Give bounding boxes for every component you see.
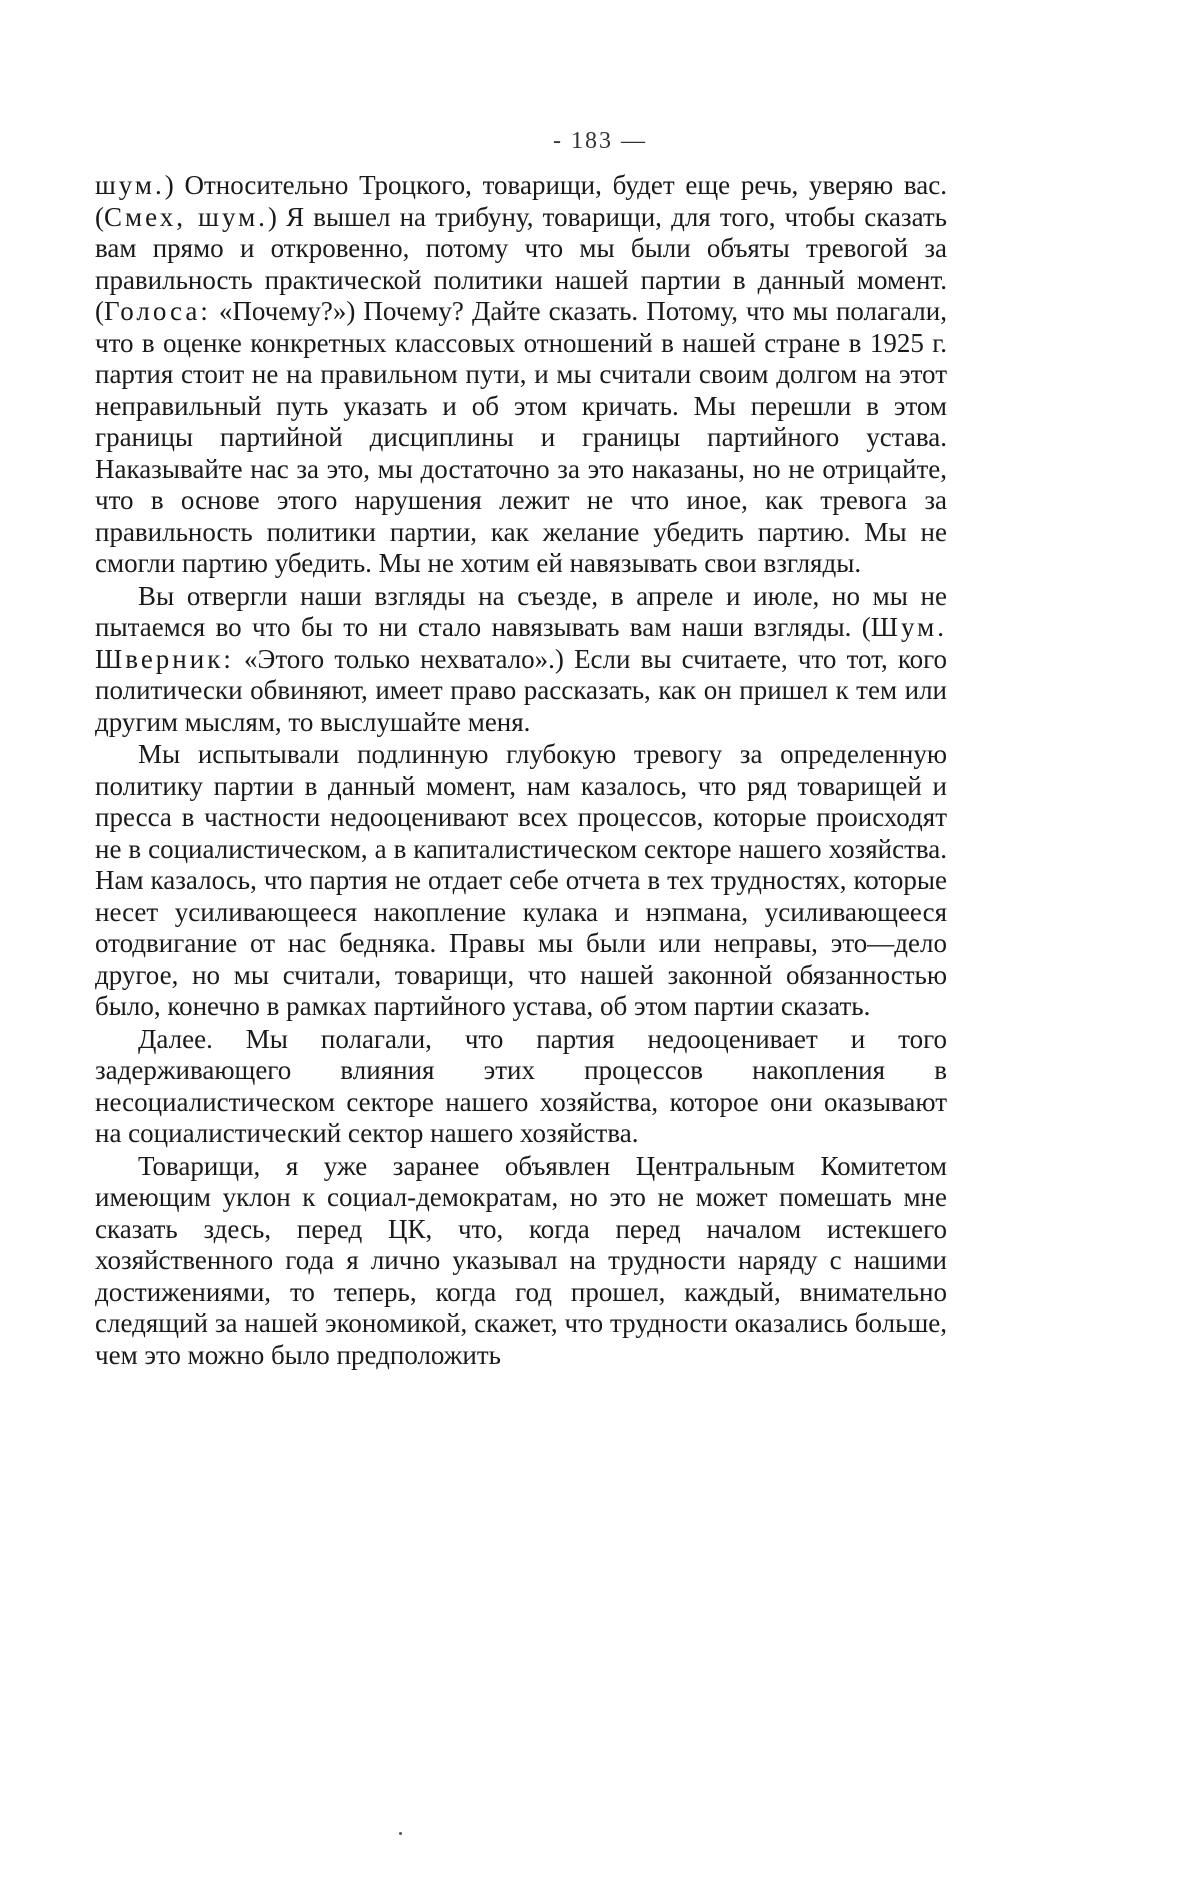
text-segment: «Почему?») Почему? Дайте сказать. Потому, что мы полагали, что в оценке конкретных классовых отношений в нашей стране в 1925 г. партия стоит не на правильном пути, и мы считали своим долгом на этот неправильный путь указать и об этом кричать. Мы перешли в этом границы партийной дисциплины и границы партийного устава. Наказывайте нас за это, мы достаточно за это наказаны, но не отрицайте, что в основе этого нарушения лежит не что иное, как тревога за правильность политики партии, как желание убедить партию. Мы не смогли партию убедить. Мы не хотим ей навязывать свои взгляды.: [95, 296, 947, 578]
text-segment: Далее. Мы полагали, что партия недооценивает и того задерживающего влияния этих процессов накопления в несоциалистическом секторе нашего хозяйства, которое они оказывают на социалистический сектор нашего хозяйства.: [95, 1023, 947, 1148]
paragraph-4: [95, 1024, 947, 1150]
body-text: [95, 170, 947, 1372]
scan-speck: [399, 1832, 402, 1835]
text-segment: Мы испытывали подлинную глубокую тревогу за определенную политику партии в данный момент, нам казалось, что ряд товарищей и пресса в частности недооценивают всех процессов, которые происходят не в социалистическом, а в капиталистическом секторе нашего хозяйства. Нам казалось, что партия не отдает себе отчета в тех трудностях, которые несет усиливающееся накопление кулака и нэпмана, усиливающееся отодвигание от нас бедняка. Правы мы были или неправы, это—дело другое, но мы считали, товарищи, что нашей законной обязанностью было, конечно в рамках партийного устава, об этом партии сказать.: [95, 739, 947, 1021]
text-segment: Вы отвергли наши взгляды на съезде, в апреле и июле, но мы не пытаемся во что бы то ни стало навязывать вам наши взгляды. (: [95, 580, 947, 642]
stage-direction: шум.: [95, 170, 165, 200]
paragraph-5: [95, 1151, 947, 1372]
stage-direction: Шум. Шверник:: [95, 612, 947, 674]
stage-direction: Голоса:: [104, 296, 211, 326]
stage-direction: Смех, шум.: [104, 201, 268, 232]
paragraph-2: [95, 581, 947, 739]
paragraph-1: [95, 170, 947, 580]
text-segment: ) Относительно Троцкого, товарищи, будет еще речь, уверяю вас. (: [95, 170, 947, 232]
paragraph-3: [95, 739, 947, 1023]
text-segment: Товарищи, я уже заранее объявлен Центральным Комитетом имеющим уклон к социал-демократам, но это не может помешать мне сказать здесь, перед ЦК, что, когда перед началом истекшего хозяйственного года я лично указывал на трудности наряду с нашими достижениями, то теперь, когда год прошел, каждый, внимательно следящий за нашей экономикой, скажет, что трудности оказались больше, чем это можно было предположить: [95, 1150, 947, 1370]
text-segment: ) Я вышел на трибуну, товарищи, для того, чтобы сказать вам прямо и откровенно, потому что мы были объяты тревогой за правильность практической политики нашей партии в данный момент. (: [95, 201, 947, 326]
text-segment: «Этого только нехватало».) Если вы считаете, что тот, кого политически обвиняют, имеет право рассказать, как он пришел к тем или другим мыслям, то выслушайте меня.: [95, 643, 947, 737]
page-number: - 183 —: [553, 128, 647, 154]
